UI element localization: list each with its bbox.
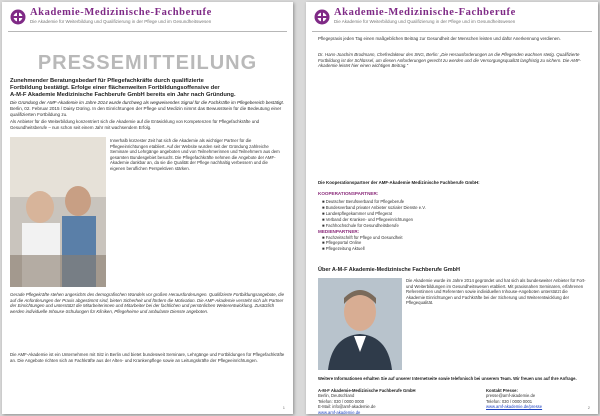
list-item: ■ Fachhochschule für Gesundheitsberufe — [322, 222, 399, 228]
contact-left — [318, 388, 416, 414]
list-item: ■ Landespflegekammer und Pflegerat — [322, 210, 393, 216]
contact-intro: Weitere Informationen erhalten Sie auf unserer Internetseite sowie telefonisch bei unserem Team. Wir freuen uns auf Ihre Anfrage. — [318, 376, 577, 381]
academy-logo-icon — [10, 9, 26, 25]
press-release-title: PRESSEMITTEILUNG — [37, 52, 258, 74]
contact-line: Telefon: 030 / 0000 0000 — [318, 398, 365, 404]
partners-heading: KOOPERATIONSPARTNER: — [318, 191, 379, 196]
press-link[interactable]: www.amf-akademie.de/presse — [486, 404, 543, 410]
page-number: 1 — [282, 405, 285, 410]
continued-text: Pflegepraxis jeden Tag einen maßgeblichen Beitrag zur Gesundheit der Menschen leisten und dafür Anerkennung verdienen. — [318, 36, 561, 41]
lead-paragraph — [10, 78, 285, 105]
list-item: ■ Pflegezeitung Aktuell — [322, 246, 365, 252]
document-page-2 — [306, 2, 598, 414]
partners-intro: Die Kooperationspartner der AMF-Akademie Medizinische Fachberufe GmbH: — [318, 180, 480, 185]
academy-tagline: Die Akademie für Weiterbildung und Qualifizierung in der Pflege und im Gesundheitswesen — [30, 19, 212, 24]
academy-logo-icon — [314, 9, 330, 25]
academy-name: Akademie-Medizinische-Fachberufe — [30, 7, 212, 18]
list-item: ■ Deutscher Berufsverband für Pflegeberufe — [322, 199, 405, 204]
contact-right — [486, 388, 542, 410]
page-header — [10, 7, 280, 29]
about-heading: Über A-M-F Akademie-Medizinische Fachberufe GmbH — [318, 267, 461, 273]
contact-line: presse@amf-akademie.de — [486, 393, 536, 399]
contact-line: Berlin, Deutschland — [318, 393, 355, 399]
header-divider — [312, 31, 592, 32]
website-link[interactable]: www.amf-akademie.de — [318, 409, 361, 414]
list-item: ■ Pflegeportal Online — [322, 240, 362, 246]
list-item: ■ Fachzeitschrift für Pflege und Gesundheit — [322, 234, 403, 240]
training-photo — [10, 137, 106, 287]
contact-line: Kontakt Presse: — [486, 388, 518, 393]
intro-paragraph: Als Anbieter für die Weiterbildung konzentriert sich die Akademie auf die Entwicklung von Kompetenzen für Pflegefachkräfte und Gesundheitsberufe – nun schon seit einem Jahr mit wachsendem Erfolg. — [10, 119, 260, 130]
list-item: ■ Bundesverband privater Anbieter sozialer Dienste e.V. — [322, 204, 426, 210]
page-number: 2 — [587, 405, 590, 410]
media-heading: MEDIENPARTNER: — [318, 228, 360, 234]
dateline-text: Berlin, 02. Februar 2015 / Daisy Düring. In den Einrichtungen der Pflege und Medizin nimmt das Bewusstsein für die Bedeutung einer qualifizierten Fortbildung zu. — [10, 106, 282, 117]
lead-subtext: Die Gründung der AMF-Akademie im Jahre 2014 wurde durchweg als wegweisendes Signal für die Fachkräfte im Pflegebereich bestätigt. — [10, 99, 284, 105]
dateline-paragraph — [10, 106, 285, 118]
list-item: ■ Verband der Kranken- und Pflegeeinrichtungen — [322, 216, 413, 222]
header-divider — [8, 31, 287, 32]
partner-list — [318, 199, 582, 252]
body-paragraph: Gerade Pflegekräfte stehen angesichts des demografischen Wandels vor großen Herausforderungen. Qualifizierte Fortbildungsangebote, die auf die Anforderungen der Praxis abgestimmt sind, bieten Sicherheit und fördern die Motivation. Die AMF-Akademie versteht sich als Partner der Einrichtungen und unterstützt die Mitarbeiterinnen und Mitarbeiter bei der fachlichen und persönlichen Weiterentwicklung. Zusätzlich werden individuelle Inhouse-Schulungen für Kliniken, Pflegeheime und ambulante Dienste angeboten. — [10, 292, 285, 314]
lead-line: Zunehmender Beratungsbedarf für Pflegefachkräfte durch qualifizierte — [10, 78, 204, 84]
academy-name: Akademie-Medizinische-Fachberufe — [334, 7, 516, 18]
contact-block — [318, 376, 588, 414]
quote-paragraph: Dr. Hans-Joachim Brodmann, Chefredakteur des SNG, Berlin: „Die Herausforderungen an die Pflegenden wachsen stetig. Qualifizierte Fortbildung ist der Schlüssel, um diesen Anforderungen gerecht zu werden und die Versorgungsqualität langfristig zu sichern. Die AMF-Akademie leistet hier einen wichtigen Beitrag.“ — [318, 52, 582, 69]
page-header — [314, 7, 584, 29]
academy-tagline: Die Akademie für Weiterbildung und Qualifizierung in der Pflege und im Gesundheitswesen — [334, 19, 516, 24]
final-paragraph: Die AMF-Akademie ist ein Unternehmen mit Sitz in Berlin und bietet bundesweit Seminare, Lehrgänge und Fortbildungen für Pflegefachkräfte an. Die Angebote richten sich an Fachkräfte aus der Alten- und Krankenpflege sowie an Leitungskräfte der Pflegeeinrichtungen. — [10, 352, 285, 363]
lead-line: A-M-F Akademie Medizinische Fachberufe GmbH bereits ein Jahr nach Gründung. — [10, 92, 236, 99]
contact-line: A-M-F Akademie-Medizinische Fachberufe GmbH — [318, 388, 416, 393]
lead-line: Fortbildung bestätigt. Erfolge einer flächenweiten Fortbildungsoffensive der — [10, 85, 220, 92]
portrait-photo — [318, 278, 402, 370]
photo-side-text: Innerhalb kürzester Zeit hat sich die Akademie als wichtiger Partner für die Pflegeeinrichtungen etabliert. Auf der Website wurden seit der Gründung zahlreiche Seminare und Lehrgänge angeboten und von Teilnehmerinnen und Teilnehmern aus dem gesamten Bundesgebiet besucht. Die Pflegefachkräfte nehmen die Angebote der AMF-Akademie dankbar an, da sie die Qualität der Pflege nachhaltig verbessern und die eigenen beruflichen Perspektiven stärken. — [110, 138, 280, 171]
about-text: Die Akademie wurde im Jahre 2014 gegründet und hat sich als bundesweiter Anbieter für Fort- und Weiterbildungen im Gesundheitswesen etabliert. Mit praxisnahen Seminaren, erfahrenen Referentinnen und Referenten sowie individuellen Inhouse-Angeboten unterstützt die Akademie Einrichtungen und Fachkräfte bei der Sicherung und Weiterentwicklung der Pflegequalität. — [406, 278, 586, 306]
contact-line: E-Mail: info@amf-akademie.de — [318, 404, 376, 410]
contact-line: Telefon: 030 / 0000 0001 — [486, 398, 533, 404]
document-page-1 — [2, 2, 293, 414]
